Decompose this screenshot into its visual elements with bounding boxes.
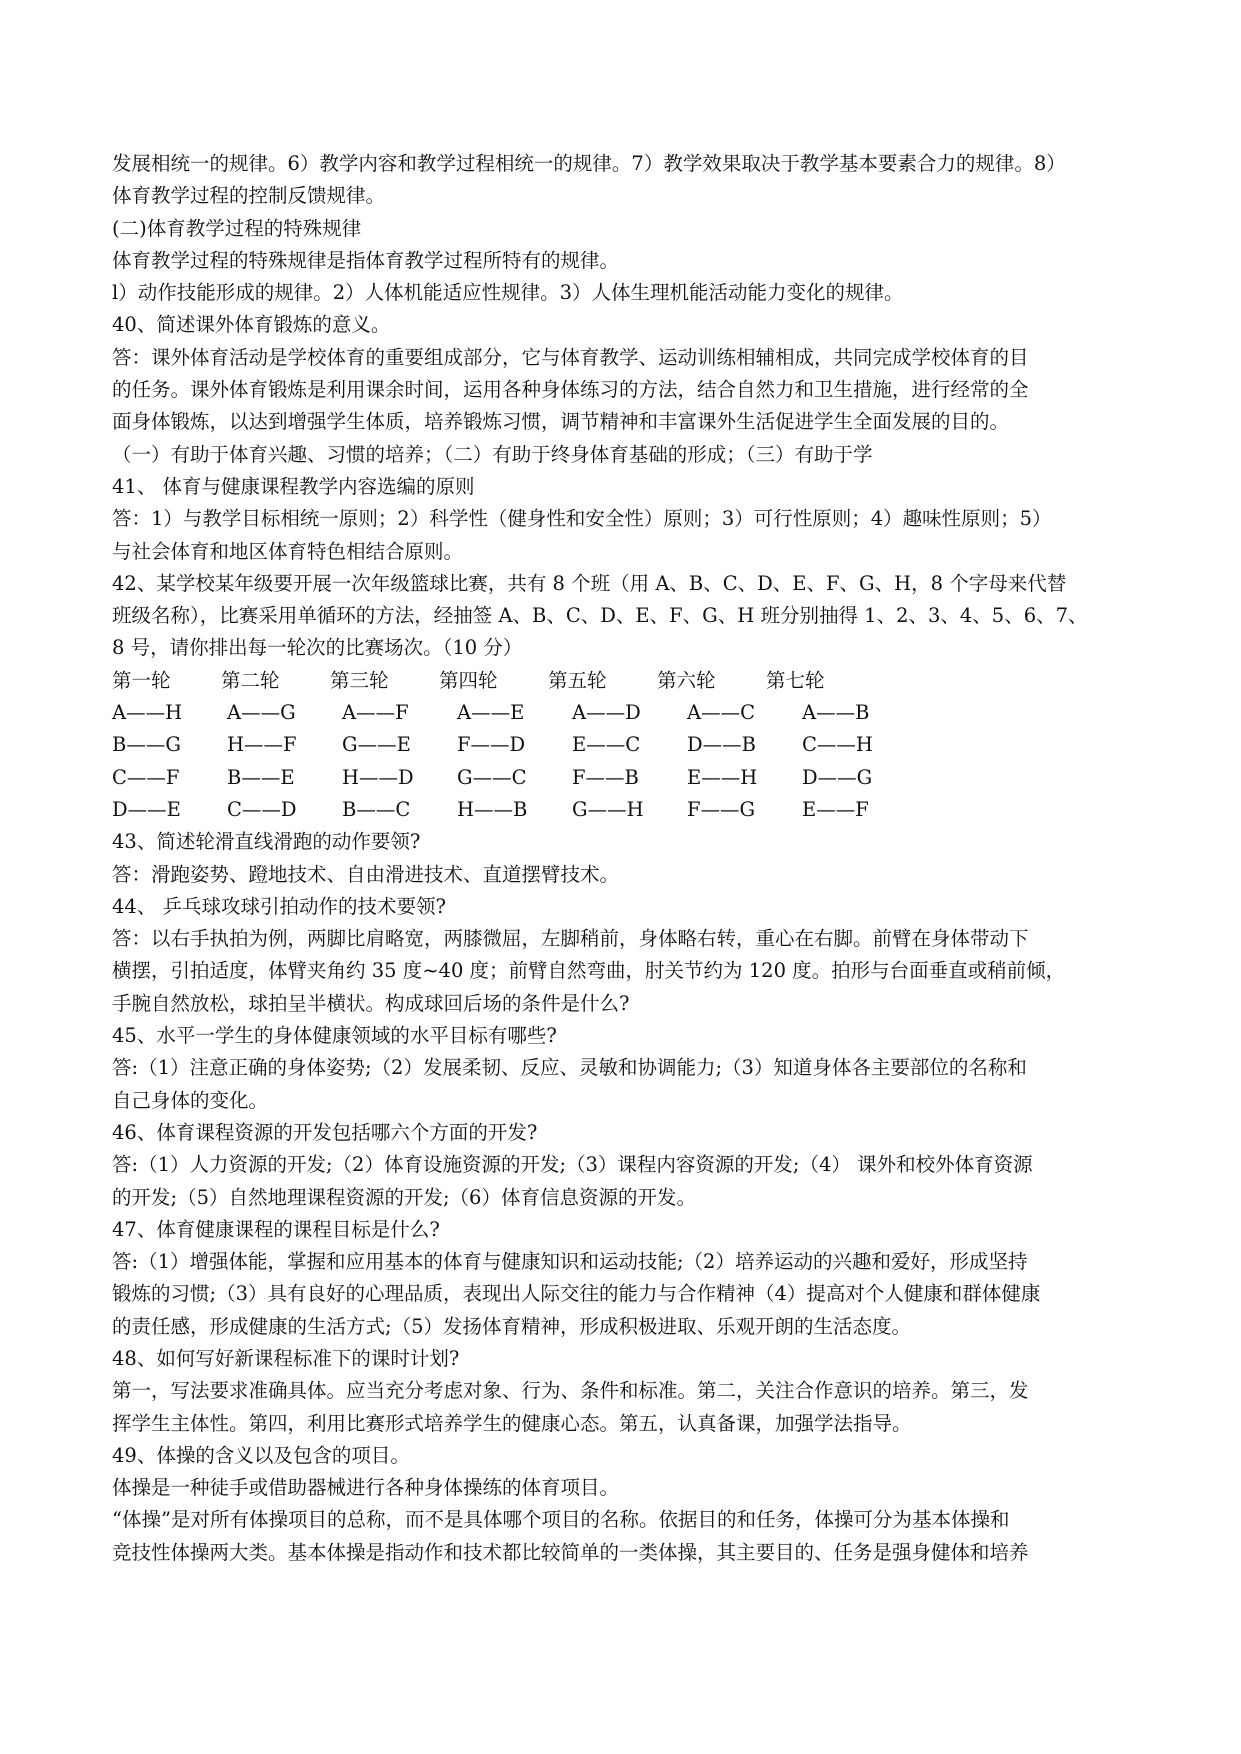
text-line: 42、某学校某年级要开展一次年级篮球比赛，共有 8 个班（用 A、B、C、D、E、F、G、H，8 个字母来代替 xyxy=(112,571,1067,595)
text-line: 横摆，引拍适度，体臂夹角约 35 度~40 度；前臂自然弯曲，肘关节约为 120 度。拍形与台面垂直或稍前倾， xyxy=(112,959,1066,983)
round-label: 第三轮 xyxy=(330,668,389,692)
match-pairing: H——B xyxy=(457,797,528,821)
match-pairing: D——E xyxy=(112,797,181,821)
text-line: 手腕自然放松，球拍呈半横状。构成球回后场的条件是什么? xyxy=(112,991,630,1015)
text-line: 46、体育课程资源的开发包括哪六个方面的开发? xyxy=(112,1120,538,1144)
text-line: 45、水平一学生的身体健康领域的水平目标有哪些? xyxy=(112,1024,557,1048)
text-line: 答:（1）增强体能，掌握和应用基本的体育与健康知识和运动技能;（2）培养运动的兴趣和爱好，形成坚持 xyxy=(112,1250,1028,1274)
text-line: 49、体操的含义以及包含的项目。 xyxy=(112,1443,410,1467)
text-line: “体操”是对所有体操项目的总称，而不是具体哪个项目的名称。依据目的和任务，体操可分为基本体操和 xyxy=(112,1508,1010,1532)
match-pairing: D——B xyxy=(687,733,756,757)
match-pairing: E——F xyxy=(802,797,869,821)
text-line: l）动作技能形成的规律。2）人体机能适应性规律。3）人体生理机能活动能力变化的规律。 xyxy=(112,281,904,305)
text-line: 44、 乒乓球攻球引拍动作的技术要领? xyxy=(112,894,446,918)
schedule-row xyxy=(112,697,1142,729)
match-pairing: G——E xyxy=(342,733,411,757)
text-line: 体操是一种徒手或借助器械进行各种身体操练的体育项目。 xyxy=(112,1476,620,1500)
match-pairing: A——C xyxy=(687,701,756,725)
schedule-header xyxy=(112,665,1142,697)
text-line: 体育教学过程的控制反馈规律。 xyxy=(112,184,386,208)
match-pairing: E——H xyxy=(687,765,758,789)
match-pairing: B——E xyxy=(227,765,295,789)
match-pairing: C——H xyxy=(802,733,873,757)
text-line: 41、 体育与健康课程教学内容选编的原则 xyxy=(112,474,475,498)
text-line: 的开发;（5）自然地理课程资源的开发;（6）体育信息资源的开发。 xyxy=(112,1185,696,1209)
match-pairing: H——D xyxy=(342,765,414,789)
text-line: 答：1）与教学目标相统一原则；2）科学性（健身性和安全性）原则；3）可行性原则；4）趣味性原则；5） xyxy=(112,507,1052,531)
text-block-bottom xyxy=(112,826,1142,1569)
text-line: 面身体锻炼，以达到增强学生体质，培养锻炼习惯，调节精神和丰富课外生活促进学生全面发展的目的。 xyxy=(112,410,1010,434)
text-line: 第一，写法要求准确具体。应当充分考虑对象、行为、条件和标准。第二，关注合作意识的培养。第三，发 xyxy=(112,1379,1029,1403)
text-line: 40、简述课外体育锻炼的意义。 xyxy=(112,313,391,337)
match-pairing: H——F xyxy=(227,733,297,757)
match-pairing: G——H xyxy=(572,797,644,821)
text-line: 48、如何写好新课程标准下的课时计划? xyxy=(112,1346,460,1370)
match-pairing: A——D xyxy=(572,701,641,725)
round-label: 第七轮 xyxy=(766,668,825,692)
text-line: 班级名称），比赛采用单循环的方法，经抽签 A、B、C、D、E、F、G、H 班分别抽得 1、2、3、4、5、6、7、 xyxy=(112,604,1088,628)
match-pairing: A——E xyxy=(457,701,525,725)
round-label: 第五轮 xyxy=(548,668,607,692)
match-pairing: A——F xyxy=(342,701,409,725)
text-line: 体育教学过程的特殊规律是指体育教学过程所特有的规律。 xyxy=(112,248,620,272)
text-line: 竞技性体操两大类。基本体操是指动作和技术都比较简单的一类体操，其主要目的、任务是强身健体和培养 xyxy=(112,1540,1029,1564)
match-pairing: F——B xyxy=(572,765,639,789)
text-line: 答：课外体育活动是学校体育的重要组成部分，它与体育教学、运动训练相辅相成，共同完成学校体育的目 xyxy=(112,345,1029,369)
text-line: 自己身体的变化。 xyxy=(112,1088,269,1112)
match-pairing: C——F xyxy=(112,765,180,789)
text-line: 的任务。课外体育锻炼是利用课余时间，运用各种身体练习的方法，结合自然力和卫生措施，进行经常的全 xyxy=(112,378,1029,402)
schedule-row xyxy=(112,729,1142,761)
round-label: 第一轮 xyxy=(112,668,171,692)
round-robin-schedule xyxy=(112,665,1142,826)
match-pairing: B——G xyxy=(112,733,181,757)
round-label: 第六轮 xyxy=(657,668,716,692)
text-line: 答：以右手执拍为例，两脚比肩略宽，两膝微屈，左脚稍前，身体略右转，重心在右脚。前臂在身体带动下 xyxy=(112,927,1029,951)
schedule-row xyxy=(112,762,1142,794)
text-block-top xyxy=(112,148,1142,665)
text-line: 挥学生主体性。第四，利用比赛形式培养学生的健康心态。第五，认真备课，加强学法指导。 xyxy=(112,1411,912,1435)
text-line: 8 号，请你排出每一轮次的比赛场次。（10 分） xyxy=(112,636,523,660)
schedule-row xyxy=(112,794,1142,826)
text-line: 锻炼的习惯;（3）具有良好的心理品质，表现出人际交往的能力与合作精神（4）提高对个人健康和群体健康 xyxy=(112,1282,1041,1306)
match-pairing: B——C xyxy=(342,797,411,821)
match-pairing: A——H xyxy=(112,701,183,725)
text-line: 答：滑跑姿势、蹬地技术、自由滑进技术、直道摆臂技术。 xyxy=(112,862,620,886)
match-pairing: E——C xyxy=(572,733,641,757)
match-pairing: C——D xyxy=(227,797,297,821)
text-line: 发展相统一的规律。6）教学内容和教学过程相统一的规律。7）教学效果取决于教学基本要素合力的规律。8） xyxy=(112,152,1066,175)
document-page xyxy=(112,148,1142,1569)
match-pairing: G——C xyxy=(457,765,527,789)
match-pairing: A——G xyxy=(227,701,296,725)
match-pairing: A——B xyxy=(802,701,870,725)
schedule-rows xyxy=(112,697,1142,826)
text-line: 答:（1）注意正确的身体姿势;（2）发展柔韧、反应、灵敏和协调能力;（3）知道身体各主要部位的名称和 xyxy=(112,1056,1027,1080)
text-line: 47、体育健康课程的课程目标是什么? xyxy=(112,1217,440,1241)
match-pairing: F——G xyxy=(687,797,756,821)
text-line: (二)体育教学过程的特殊规律 xyxy=(112,216,362,240)
match-pairing: F——D xyxy=(457,733,526,757)
text-line: （一）有助于体育兴趣、习惯的培养；（二）有助于终身体育基础的形成；（三）有助于学 xyxy=(112,442,873,466)
text-line: 与社会体育和地区体育特色相结合原则。 xyxy=(112,539,464,563)
round-label: 第四轮 xyxy=(439,668,498,692)
text-line: 的责任感，形成健康的生活方式;（5）发扬体育精神，形成积极进取、乐观开朗的生活态度。 xyxy=(112,1314,911,1338)
match-pairing: D——G xyxy=(802,765,873,789)
text-line: 43、简述轮滑直线滑跑的动作要领? xyxy=(112,830,421,854)
round-label: 第二轮 xyxy=(221,668,280,692)
text-line: 答:（1）人力资源的开发;（2）体育设施资源的开发;（3）课程内容资源的开发;（4） 课外和校外体育资源 xyxy=(112,1153,1033,1177)
